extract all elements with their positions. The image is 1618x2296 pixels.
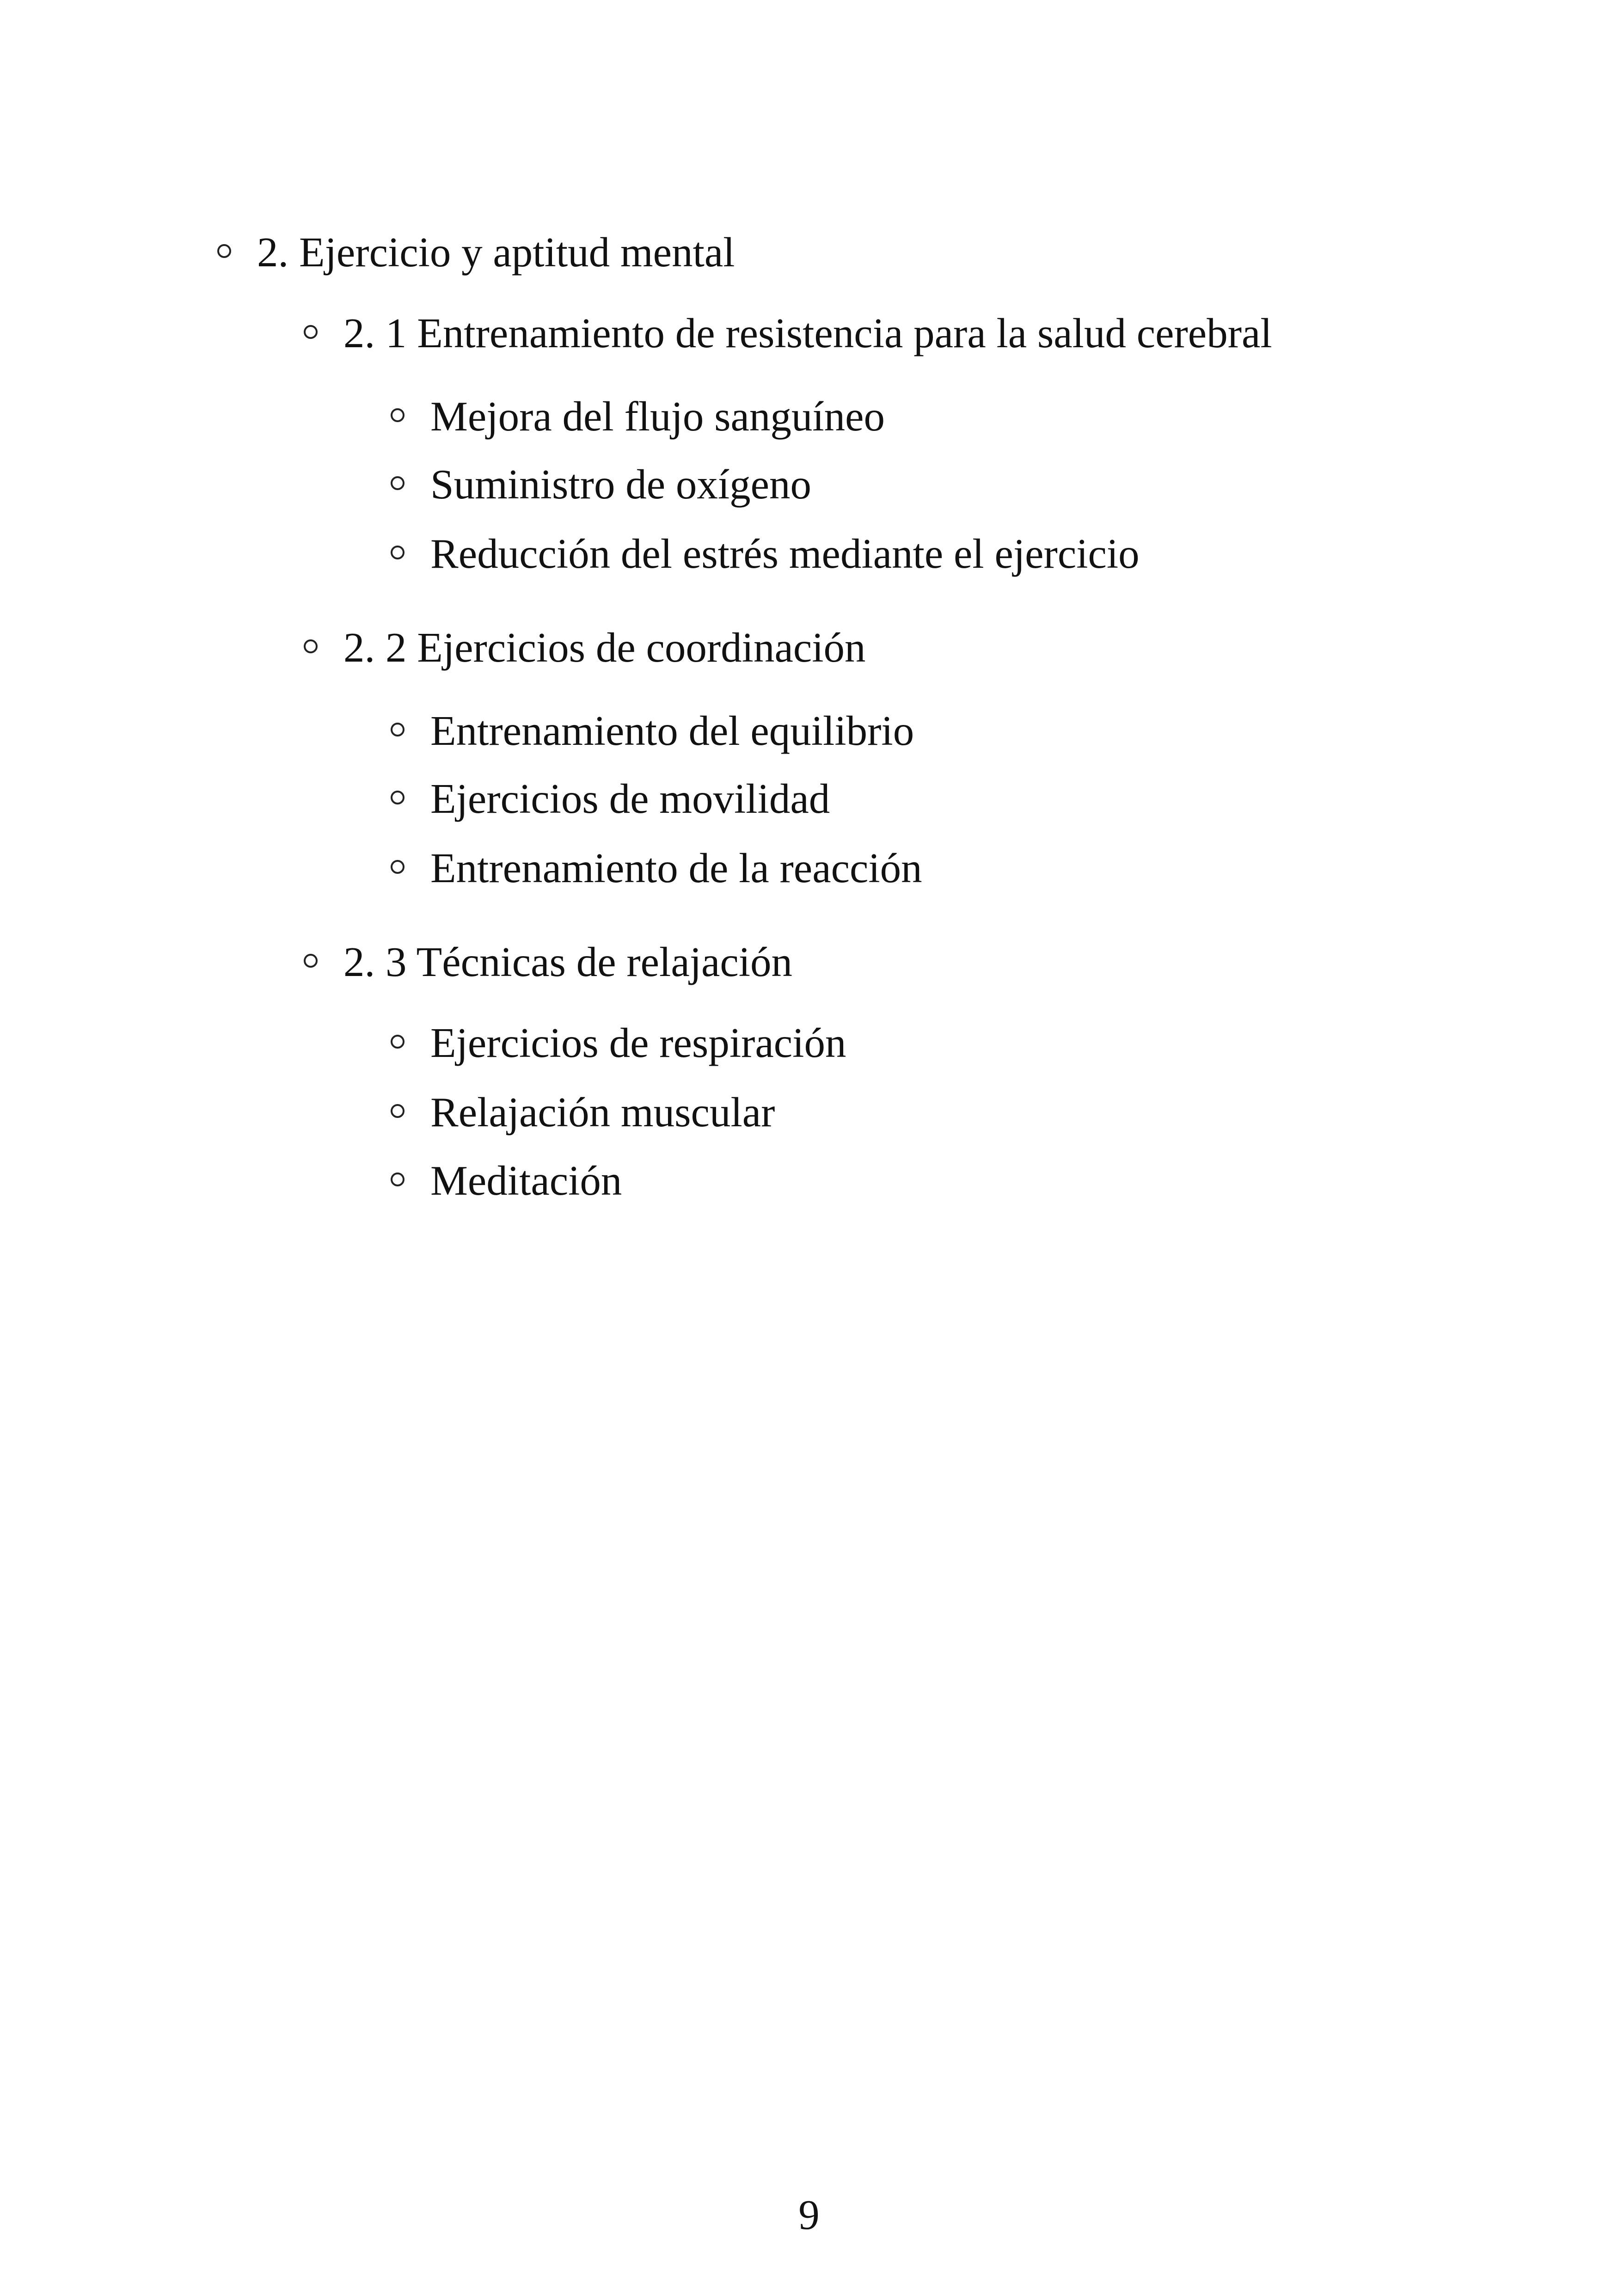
bullet-icon: [304, 325, 318, 339]
bullet-icon: [391, 723, 404, 737]
bullet-icon: [391, 546, 404, 559]
outline-heading-text: 2. Ejercicio y aptitud mental: [257, 229, 735, 276]
list-item-text: Mejora del flujo sanguíneo: [430, 393, 885, 440]
list-item: [391, 461, 812, 508]
bullet-icon: [391, 1035, 404, 1049]
bullet-icon: [391, 1173, 404, 1186]
bullet-icon: [304, 639, 318, 653]
outline-heading: [217, 229, 735, 276]
list-item: [391, 530, 1140, 577]
list-item: [391, 707, 914, 754]
bullet-icon: [304, 954, 318, 968]
list-item-text: Suministro de oxígeno: [430, 461, 812, 508]
list-item-text: Entrenamiento de la reacción: [430, 845, 922, 891]
list-item-text: Reducción del estrés mediante el ejercicio: [430, 530, 1140, 577]
list-item-text: Ejercicios de respiración: [430, 1019, 846, 1066]
bullet-icon: [391, 1104, 404, 1118]
bullet-icon: [391, 791, 404, 804]
bullet-icon: [391, 860, 404, 874]
list-item: [391, 1019, 846, 1066]
bullet-icon: [217, 244, 231, 258]
list-item-text: Entrenamiento del equilibrio: [430, 707, 914, 754]
list-item: [391, 775, 830, 822]
list-item-text: Ejercicios de movilidad: [430, 775, 830, 822]
page-number: 9: [798, 2192, 820, 2238]
list-item: [391, 393, 885, 440]
list-item: [391, 847, 922, 889]
section-title: [304, 941, 792, 983]
list-item-text: Relajación muscular: [430, 1089, 775, 1136]
section-title: [304, 312, 1272, 354]
section-title-text: 2. 3 Técnicas de relajación: [343, 939, 793, 985]
list-item: [391, 1157, 622, 1204]
list-item-text: Meditación: [430, 1157, 622, 1204]
section-title-text: 2. 2 Ejercicios de coordinación: [343, 624, 866, 671]
bullet-icon: [391, 476, 404, 490]
section-title: [304, 626, 866, 669]
section-title-text: 2. 1 Entrenamiento de resistencia para la salud cerebral: [343, 310, 1272, 356]
bullet-icon: [391, 408, 404, 422]
list-item: [391, 1089, 775, 1136]
